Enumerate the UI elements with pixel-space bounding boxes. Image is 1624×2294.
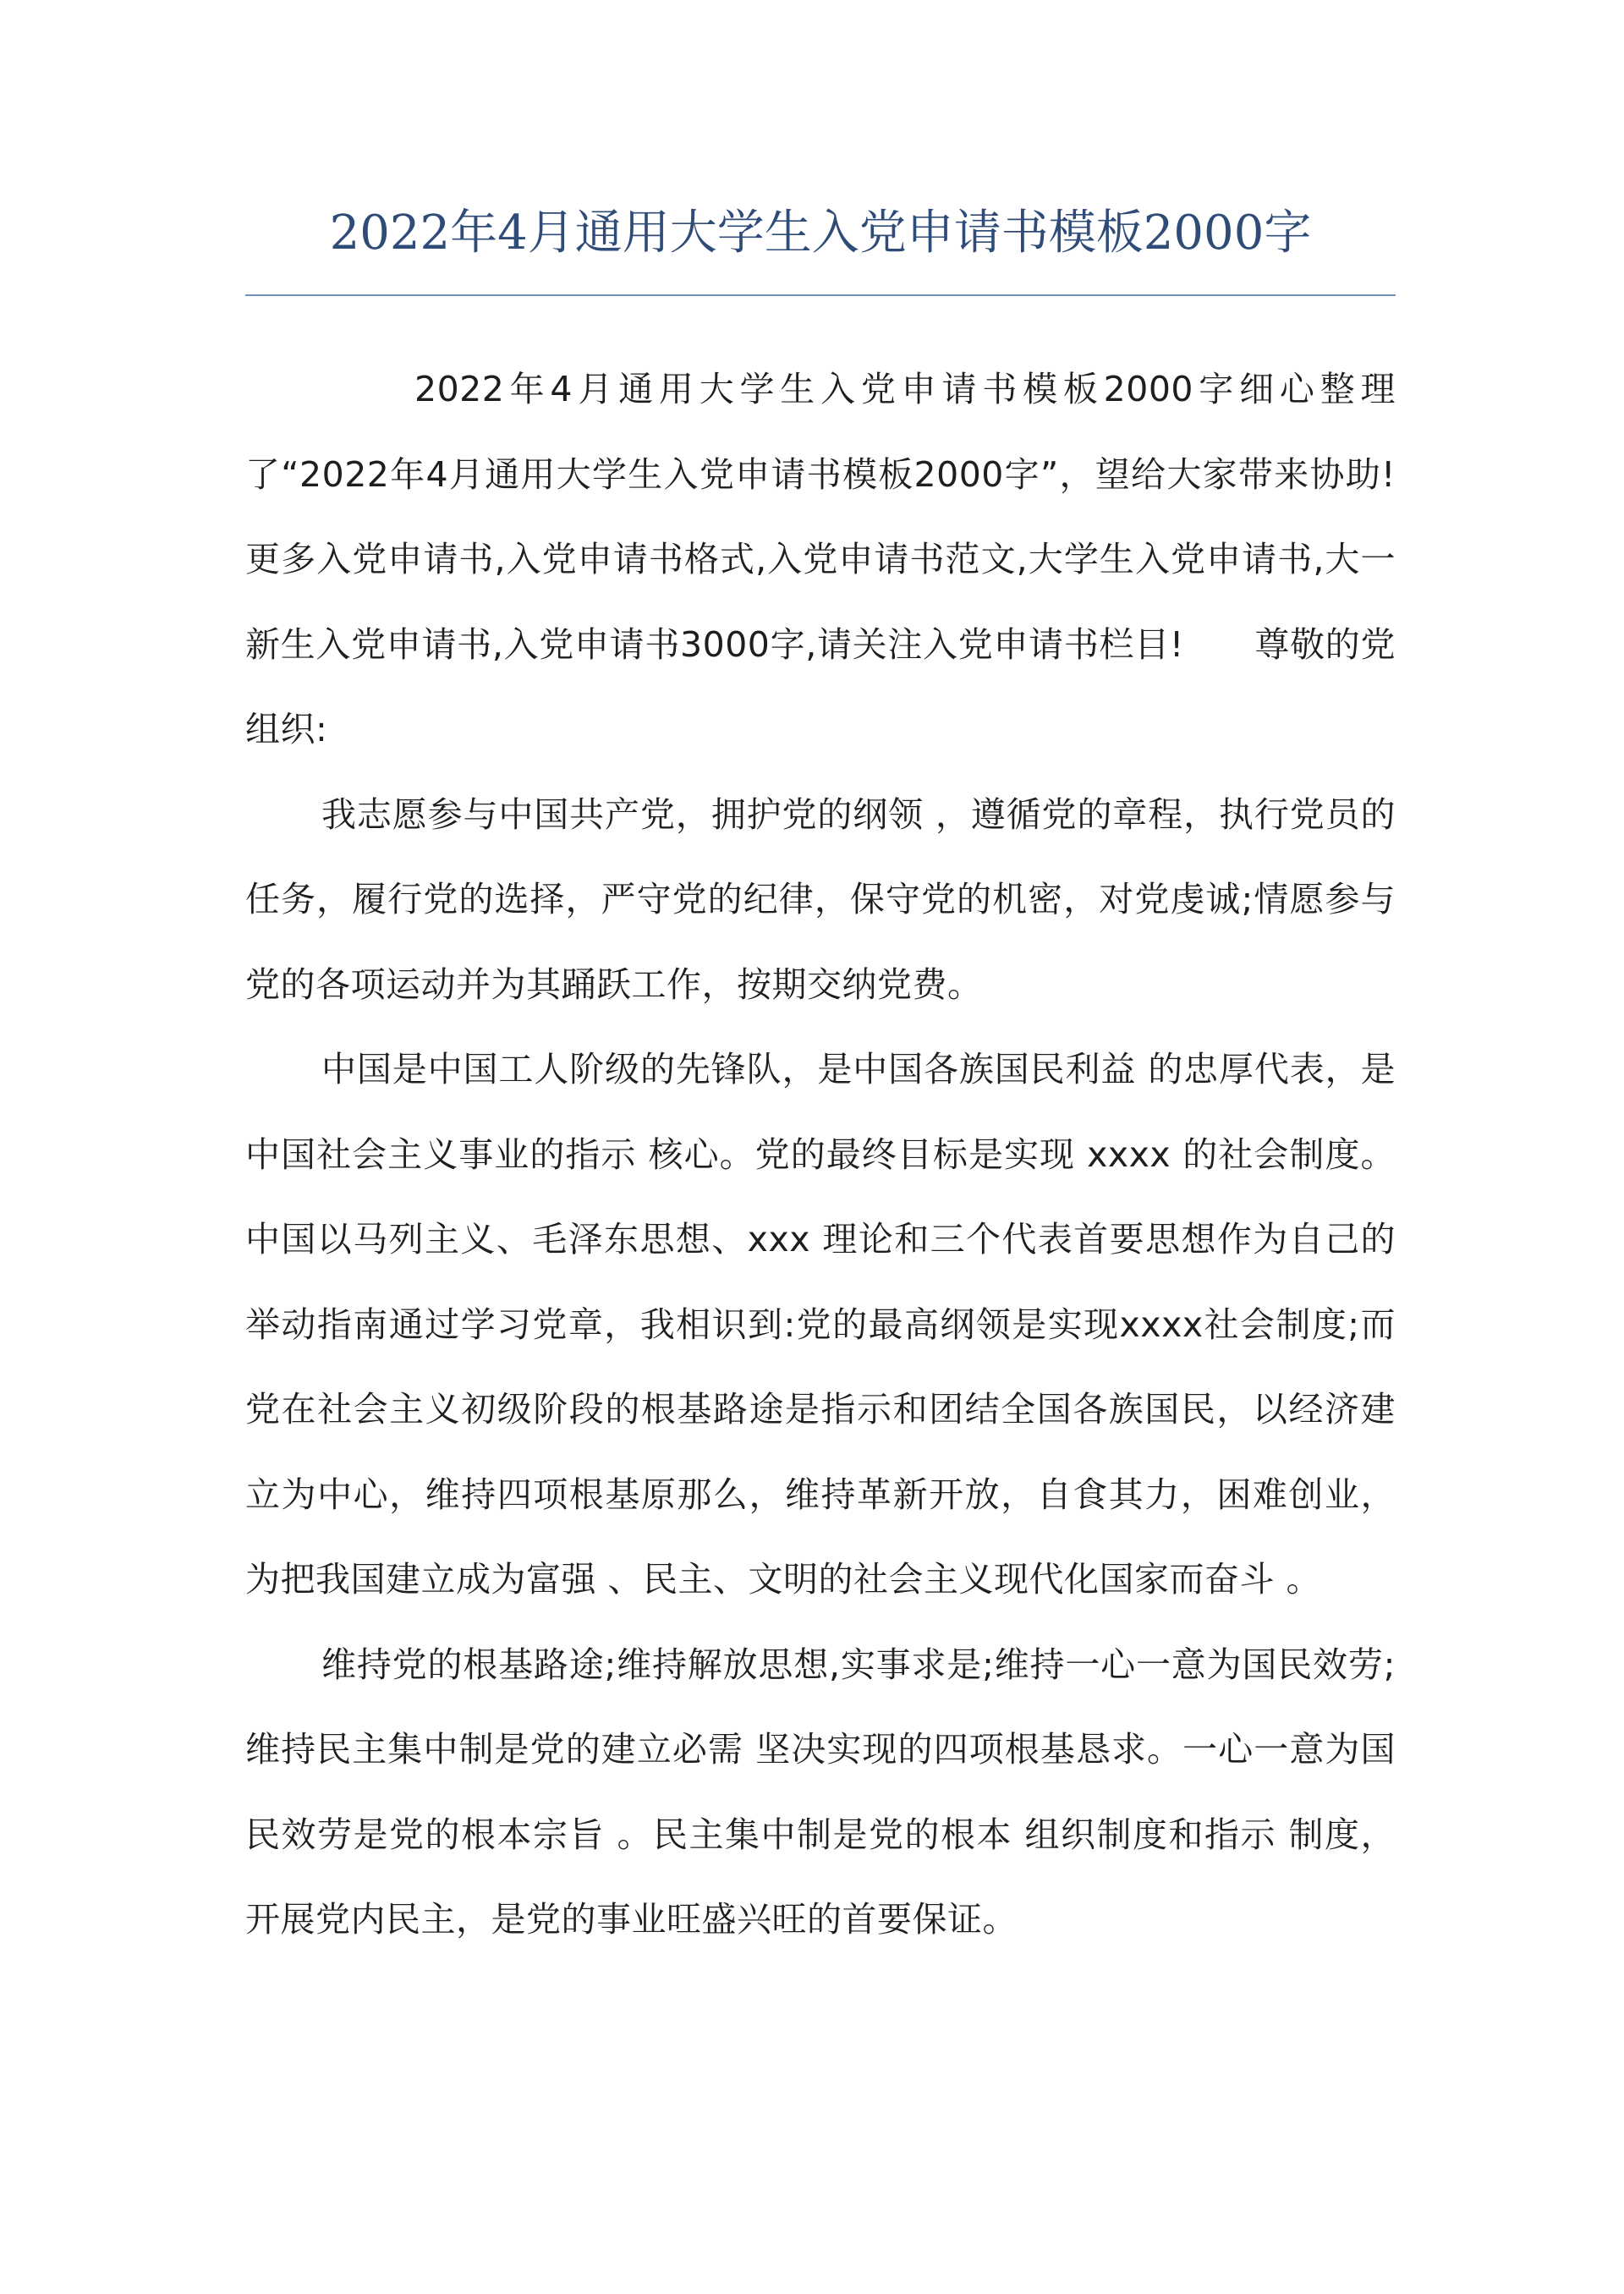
document-title: 2022年4月通用大学生入党申请书模板2000字	[329, 206, 1312, 261]
intro-paragraph: 2022年4月通用大学生入党申请书模板2000字细心整理了“2022年4月通用大学生入党申请书模板2000字”，望给大家带来协助!更多入党申请书,入党申请书格式,入党申请书范文,大学生入党申请书,大一新生入党申请书,入党申请书3000字,请关注入党申请书栏目! 尊敬的党组织:	[245, 369, 1396, 749]
body-paragraph: 中国是中国工人阶级的先锋队，是中国各族国民利益 的忠厚代表，是中国社会主义事业的指示 核心。党的最终目标是实现 xxxx 的社会制度。中国以马列主义、毛泽东思想、xxx 理论和三个代表首要思想作为自己的举动指南通过学习党章，我相识到:党的最高纲领是实现xxxx社会制度;而党在社会主义初级阶段的根基路途是指示和团结全国各族国民，以经济建立为中心，维持四项根基原那么，维持革新开放，自食其力，困难创业，为把我国建立成为富强 、民主、文明的社会主义现代化国家而奋斗 。	[245, 1049, 1396, 1600]
body-paragraph: 维持党的根基路途;维持解放思想,实事求是;维持一心一意为国民效劳;维持民主集中制是党的建立必需 坚决实现的四项根基恳求。一心一意为国民效劳是党的根本宗旨 。民主集中制是党的根本 组织制度和指示 制度，开展党内民主，是党的事业旺盛兴旺的首要保证。	[245, 1644, 1396, 1940]
document-body	[245, 347, 1396, 1962]
title-underline	[245, 294, 1396, 296]
body-paragraph: 我志愿参与中国共产党，拥护党的纲领 ，遵循党的章程，执行党员的任务，履行党的选择，严守党的纪律，保守党的机密，对党虔诚;情愿参与党的各项运动并为其踊跃工作，按期交纳党费。	[245, 793, 1396, 1005]
